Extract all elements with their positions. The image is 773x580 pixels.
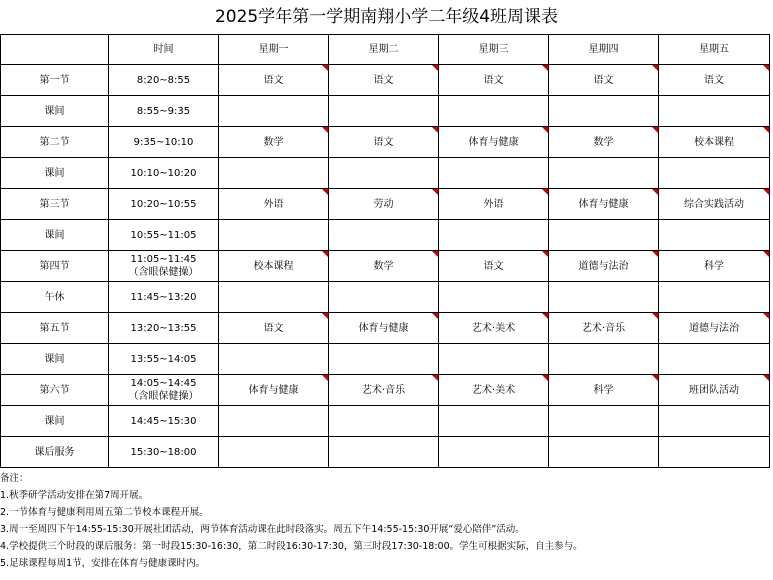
time-range: 8:55~9:35 bbox=[136, 105, 191, 117]
table-row bbox=[1, 96, 770, 127]
time-range: 11:05~11:45 bbox=[130, 254, 197, 265]
note-item: 1.秋季研学活动安排在第7周开展。 bbox=[0, 490, 149, 501]
subject-cell: 艺术·音乐 bbox=[549, 313, 659, 344]
time-range: 8:20~8:55 bbox=[136, 74, 191, 86]
table-row bbox=[1, 189, 770, 220]
subject-cell: 语文 bbox=[439, 251, 549, 282]
time-cell bbox=[109, 96, 219, 127]
table-row bbox=[1, 313, 770, 344]
subject-cell bbox=[439, 344, 549, 375]
period-cell: 第三节 bbox=[1, 189, 109, 220]
subject-cell: 体育与健康 bbox=[219, 375, 329, 406]
subject-cell: 语文 bbox=[549, 65, 659, 96]
time-cell bbox=[109, 127, 219, 158]
subject-cell bbox=[329, 344, 439, 375]
note-item: 5.足球课程每周1节，安排在体育与健康课时内。 bbox=[0, 558, 206, 569]
time-cell bbox=[109, 437, 219, 468]
time-cell bbox=[109, 220, 219, 251]
subject-cell: 道德与法治 bbox=[659, 313, 770, 344]
notes-heading: 备注： bbox=[0, 473, 29, 484]
table-row bbox=[1, 406, 770, 437]
time-range: 14:45~15:30 bbox=[130, 415, 197, 427]
subject-cell bbox=[659, 158, 770, 189]
subject-cell bbox=[439, 282, 549, 313]
time-range: 11:45~13:20 bbox=[130, 291, 197, 303]
subject-cell bbox=[329, 437, 439, 468]
subject-cell bbox=[219, 406, 329, 437]
period-cell: 课后服务 bbox=[1, 437, 109, 468]
subject-cell: 校本课程 bbox=[219, 251, 329, 282]
subject-cell: 语文 bbox=[659, 65, 770, 96]
header-row bbox=[1, 35, 770, 65]
subject-cell bbox=[439, 158, 549, 189]
subject-cell: 体育与健康 bbox=[439, 127, 549, 158]
period-cell: 第二节 bbox=[1, 127, 109, 158]
table-row bbox=[1, 437, 770, 468]
period-cell: 第六节 bbox=[1, 375, 109, 406]
note-item: 3.周一至周四下午14:55-15:30开展社团活动，两节体育活动课在此时段落实。周五下午14:55-15:30开展“爱心陪伴”活动。 bbox=[0, 524, 525, 535]
subject-cell bbox=[439, 220, 549, 251]
subject-cell: 艺术·美术 bbox=[439, 375, 549, 406]
header-day-fri: 星期五 bbox=[659, 35, 770, 65]
subject-cell bbox=[329, 96, 439, 127]
subject-cell: 体育与健康 bbox=[549, 189, 659, 220]
subject-cell bbox=[329, 158, 439, 189]
time-range: 10:10~10:20 bbox=[130, 167, 197, 179]
period-cell: 午休 bbox=[1, 282, 109, 313]
subject-cell bbox=[549, 406, 659, 437]
header-day-thu: 星期四 bbox=[549, 35, 659, 65]
subject-cell: 科学 bbox=[549, 375, 659, 406]
subject-cell: 外语 bbox=[439, 189, 549, 220]
subject-cell: 数学 bbox=[329, 251, 439, 282]
subject-cell bbox=[549, 344, 659, 375]
subject-cell bbox=[439, 437, 549, 468]
subject-cell bbox=[549, 96, 659, 127]
table-row bbox=[1, 65, 770, 96]
period-cell: 第四节 bbox=[1, 251, 109, 282]
time-range: 10:55~11:05 bbox=[130, 229, 197, 241]
table-row bbox=[1, 344, 770, 375]
subject-cell bbox=[329, 406, 439, 437]
time-cell bbox=[109, 158, 219, 189]
time-cell bbox=[109, 406, 219, 437]
table-row bbox=[1, 220, 770, 251]
notes-section bbox=[0, 470, 773, 572]
period-cell: 课间 bbox=[1, 344, 109, 375]
subject-cell bbox=[219, 220, 329, 251]
timetable bbox=[0, 34, 770, 468]
subject-cell bbox=[549, 158, 659, 189]
note-item: 4.学校提供三个时段的课后服务：第一时段15:30-16:30，第二时段16:30-17:30，第三时段17:30-18:00。学生可根据实际，自主参与。 bbox=[0, 541, 583, 552]
subject-cell bbox=[439, 96, 549, 127]
subject-cell bbox=[219, 282, 329, 313]
table-row bbox=[1, 375, 770, 406]
period-cell: 第五节 bbox=[1, 313, 109, 344]
subject-cell bbox=[219, 96, 329, 127]
subject-cell: 外语 bbox=[219, 189, 329, 220]
header-day-mon: 星期一 bbox=[219, 35, 329, 65]
table-row bbox=[1, 251, 770, 282]
subject-cell: 综合实践活动 bbox=[659, 189, 770, 220]
subject-cell: 语文 bbox=[329, 127, 439, 158]
time-range: 15:30~18:00 bbox=[130, 446, 197, 458]
time-cell bbox=[109, 189, 219, 220]
subject-cell: 艺术·音乐 bbox=[329, 375, 439, 406]
period-cell: 第一节 bbox=[1, 65, 109, 96]
time-cell bbox=[109, 313, 219, 344]
header-day-tue: 星期二 bbox=[329, 35, 439, 65]
time-cell bbox=[109, 344, 219, 375]
time-range: 14:05~14:45 bbox=[130, 378, 197, 389]
time-range: 10:20~10:55 bbox=[130, 198, 197, 210]
subject-cell bbox=[549, 220, 659, 251]
subject-cell bbox=[659, 282, 770, 313]
page-title: 2025学年第一学期南翔小学二年级4班周课表 bbox=[214, 7, 559, 27]
table-row bbox=[1, 282, 770, 313]
subject-cell bbox=[659, 96, 770, 127]
subject-cell bbox=[549, 437, 659, 468]
time-range: 13:20~13:55 bbox=[130, 322, 197, 334]
subject-cell: 语文 bbox=[219, 313, 329, 344]
subject-cell bbox=[659, 406, 770, 437]
subject-cell bbox=[659, 344, 770, 375]
time-range: 9:35~10:10 bbox=[133, 136, 194, 148]
subject-cell bbox=[329, 220, 439, 251]
time-note: （含眼保健操） bbox=[128, 391, 199, 402]
time-cell bbox=[109, 282, 219, 313]
subject-cell bbox=[219, 158, 329, 189]
period-cell: 课间 bbox=[1, 96, 109, 127]
subject-cell: 数学 bbox=[549, 127, 659, 158]
time-cell bbox=[109, 251, 219, 282]
subject-cell: 数学 bbox=[219, 127, 329, 158]
header-time: 时间 bbox=[109, 35, 219, 65]
subject-cell: 体育与健康 bbox=[329, 313, 439, 344]
table-row bbox=[1, 158, 770, 189]
subject-cell: 艺术·美术 bbox=[439, 313, 549, 344]
subject-cell: 语文 bbox=[219, 65, 329, 96]
subject-cell: 劳动 bbox=[329, 189, 439, 220]
period-cell: 课间 bbox=[1, 406, 109, 437]
time-note: （含眼保健操） bbox=[128, 267, 199, 278]
subject-cell bbox=[659, 437, 770, 468]
subject-cell bbox=[549, 282, 659, 313]
subject-cell: 班团队活动 bbox=[659, 375, 770, 406]
time-cell bbox=[109, 65, 219, 96]
note-item: 2.一节体育与健康利用周五第二节校本课程开展。 bbox=[0, 507, 209, 518]
subject-cell: 科学 bbox=[659, 251, 770, 282]
subject-cell bbox=[659, 220, 770, 251]
period-cell: 课间 bbox=[1, 158, 109, 189]
subject-cell bbox=[329, 282, 439, 313]
subject-cell bbox=[219, 344, 329, 375]
subject-cell: 校本课程 bbox=[659, 127, 770, 158]
subject-cell bbox=[439, 406, 549, 437]
subject-cell: 道德与法治 bbox=[549, 251, 659, 282]
header-day-wed: 星期三 bbox=[439, 35, 549, 65]
time-cell bbox=[109, 375, 219, 406]
time-range: 13:55~14:05 bbox=[130, 353, 197, 365]
subject-cell: 语文 bbox=[329, 65, 439, 96]
header-blank-cell bbox=[1, 35, 109, 65]
period-cell: 课间 bbox=[1, 220, 109, 251]
subject-cell: 语文 bbox=[439, 65, 549, 96]
subject-cell bbox=[219, 437, 329, 468]
table-row bbox=[1, 127, 770, 158]
